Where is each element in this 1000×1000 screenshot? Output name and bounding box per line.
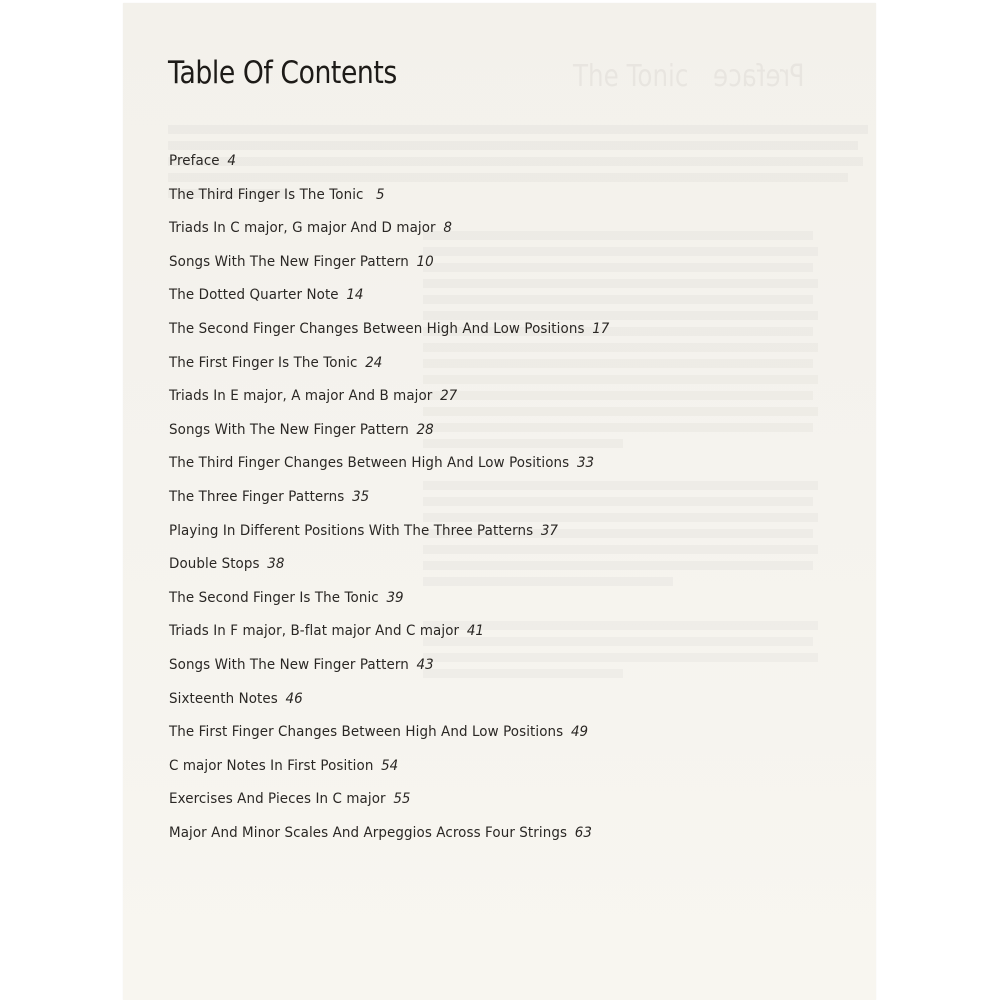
toc-entry-page: 43 xyxy=(416,656,434,673)
toc-entry xyxy=(169,217,609,251)
toc-entry xyxy=(169,788,609,822)
bleed-through-text-line xyxy=(168,141,858,150)
toc-entry-title: Playing In Different Positions With The Three Patterns xyxy=(169,522,534,539)
toc-entry-title: Major And Minor Scales And Arpeggios Across Four Strings xyxy=(169,824,568,841)
toc-entry-page: 63 xyxy=(574,824,592,841)
toc-entry-page: 24 xyxy=(365,354,383,371)
toc-entry-title: The Third Finger Changes Between High And Low Positions xyxy=(169,455,570,472)
toc-entry xyxy=(169,486,609,520)
toc-entry xyxy=(169,822,609,856)
toc-entry-page: 10 xyxy=(416,253,434,270)
toc-entry xyxy=(169,587,609,621)
bleed-through-heading-mirrored: Preface xyxy=(713,59,805,94)
toc-entry xyxy=(169,385,609,419)
toc-entry xyxy=(169,755,609,789)
toc-entry xyxy=(169,284,609,318)
toc-entry xyxy=(169,251,609,285)
toc-entry-page: 4 xyxy=(227,153,236,169)
toc-entry-page: 33 xyxy=(576,455,595,472)
toc-entry-title: Triads In E major, A major And B major xyxy=(169,388,433,405)
toc-entry-page: 49 xyxy=(570,724,589,741)
toc-entry xyxy=(169,150,609,184)
bleed-through-text-line xyxy=(168,125,868,134)
toc-entry-page: 39 xyxy=(386,589,404,606)
toc-entry xyxy=(169,184,609,218)
toc-entry xyxy=(169,352,609,386)
table-of-contents xyxy=(169,150,628,855)
toc-entry xyxy=(169,721,609,755)
toc-entry-title: The First Finger Changes Between High And Low Positions xyxy=(169,724,564,741)
toc-entry-page: 17 xyxy=(592,320,610,337)
toc-entry xyxy=(169,553,609,587)
bleed-through-heading: The Tonic xyxy=(573,59,689,94)
toc-entry xyxy=(169,419,609,453)
toc-entry-page: 41 xyxy=(466,623,484,640)
toc-entry-page: 14 xyxy=(346,287,364,304)
toc-entry-title: Songs With The New Finger Pattern xyxy=(169,656,409,673)
toc-entry-page: 55 xyxy=(393,791,411,808)
toc-entry-page: 54 xyxy=(381,757,399,774)
toc-entry-title: The Second Finger Changes Between High And Low Positions xyxy=(169,320,585,337)
toc-entry-title: Triads In C major, G major And D major xyxy=(169,220,436,237)
toc-entry-page: 27 xyxy=(440,388,458,405)
toc-entry xyxy=(169,520,609,554)
toc-entry-page: 8 xyxy=(443,220,452,237)
page-title: Table Of Contents xyxy=(168,55,397,91)
toc-entry-title: The Third Finger Is The Tonic xyxy=(169,186,364,203)
toc-entry-page: 28 xyxy=(416,421,434,438)
toc-entry-title: Triads In F major, B-flat major And C major xyxy=(169,623,460,640)
toc-entry xyxy=(169,654,609,688)
toc-entry-page: 38 xyxy=(267,556,285,573)
toc-entry-title: The Three Finger Patterns xyxy=(169,488,345,505)
toc-entry-title: Preface xyxy=(169,153,220,169)
document-page xyxy=(123,3,876,1000)
toc-entry-title: The Second Finger Is The Tonic xyxy=(169,589,379,606)
toc-entry xyxy=(169,620,609,654)
toc-entry-title: Exercises And Pieces In C major xyxy=(169,791,386,808)
toc-entry-title: Songs With The New Finger Pattern xyxy=(169,421,409,438)
toc-entry-page: 37 xyxy=(540,522,558,539)
toc-entry-title: Sixteenth Notes xyxy=(169,690,278,707)
toc-entry-title: C major Notes In First Position xyxy=(169,757,374,774)
toc-entry xyxy=(169,452,609,486)
toc-entry xyxy=(169,318,609,352)
toc-entry-page: 46 xyxy=(285,690,303,707)
toc-entry-title: The Dotted Quarter Note xyxy=(169,287,339,304)
toc-entry xyxy=(169,688,609,722)
toc-entry-title: Double Stops xyxy=(169,556,260,573)
toc-entry-title: The First Finger Is The Tonic xyxy=(169,354,358,371)
toc-entry-title: Songs With The New Finger Pattern xyxy=(169,253,409,270)
toc-entry-page: 35 xyxy=(352,488,370,505)
toc-entry-page: 5 xyxy=(376,186,385,203)
